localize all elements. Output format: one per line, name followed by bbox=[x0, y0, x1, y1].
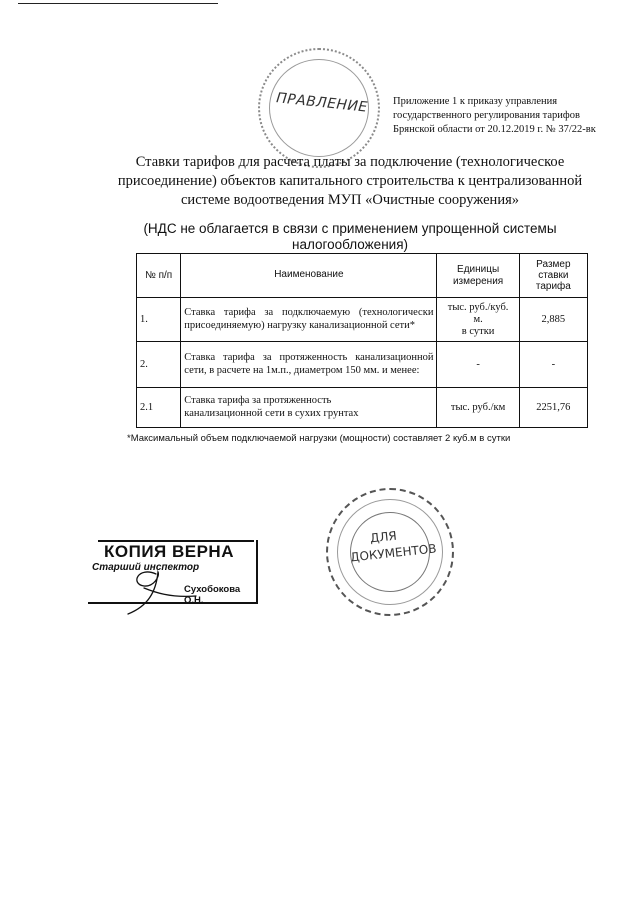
vat-note-line: (НДС не облагается в связи с применением упрощенной системы bbox=[143, 221, 557, 236]
office-seal-bottom-text: ДОКУМЕНТОВ bbox=[349, 541, 438, 565]
document-title-line: Ставки тарифов для расчета платы за подключение (технологическое bbox=[135, 154, 565, 170]
row-unit-line: в сутки bbox=[461, 325, 495, 337]
footnote: *Максимальный объем подключаемой нагрузки (мощности) составляет 2 куб.м в сутки bbox=[127, 433, 511, 444]
office-seal-top bbox=[258, 48, 380, 168]
copy-stamp-title: КОПИЯ ВЕРНА bbox=[104, 542, 234, 561]
table-row bbox=[137, 298, 588, 342]
office-seal-bottom-text: ДЛЯ bbox=[369, 528, 398, 546]
row-name-line: Ставка тарифа за протяженность bbox=[184, 395, 332, 406]
header-rate bbox=[519, 254, 587, 298]
appendix-line: Приложение 1 к приказу управления bbox=[393, 96, 558, 107]
row-unit-line: м. bbox=[473, 313, 483, 325]
handwritten-signature-icon bbox=[108, 562, 198, 617]
row-unit: тыс. руб./км bbox=[437, 388, 519, 428]
row-unit-line: тыс. руб./куб. bbox=[447, 301, 509, 313]
document-title bbox=[100, 153, 600, 210]
row-num: 2.1 bbox=[137, 388, 181, 428]
table-header-row bbox=[137, 254, 588, 298]
header-unit-line: Единицы bbox=[457, 263, 500, 275]
row-unit bbox=[437, 298, 519, 342]
row-name bbox=[181, 388, 437, 428]
header-rate-line: тарифа bbox=[535, 281, 571, 292]
row-rate: 2,885 bbox=[519, 298, 587, 342]
office-seal-bottom bbox=[326, 488, 454, 616]
office-seal-top-text: ПРАВЛЕНИЕ bbox=[275, 90, 369, 116]
copy-stamp-name: Сухобокова О.Н. bbox=[184, 584, 241, 606]
header-unit bbox=[437, 254, 519, 298]
row-name: Ставка тарифа за подключаемую (технологически присоединяемую) нагрузку канализационной сети* bbox=[181, 298, 437, 342]
document-title-line: системе водоотведения МУП «Очистные сооружения» bbox=[181, 192, 519, 208]
header-rate-line: ставки bbox=[538, 270, 569, 281]
vat-note bbox=[120, 221, 580, 253]
row-num: 1. bbox=[137, 298, 181, 342]
row-name: Ставка тарифа за протяженность канализационной сети, в расчете на 1м.п., диаметром 150 мм. и менее: bbox=[181, 342, 437, 388]
appendix-line: Брянской области от 20.12.2019 г. № 37/22-вк bbox=[393, 124, 596, 135]
document-title-line: присоединение) объектов капитального строительства к централизованной bbox=[117, 173, 583, 189]
appendix-line: государственного регулирования тарифов bbox=[393, 110, 580, 121]
table-row bbox=[137, 388, 588, 428]
appendix-note bbox=[393, 95, 633, 137]
table-row bbox=[137, 342, 588, 388]
header-name: Наименование bbox=[181, 254, 437, 298]
tariff-rates-table bbox=[136, 253, 588, 428]
row-rate: 2251,76 bbox=[519, 388, 587, 428]
row-num: 2. bbox=[137, 342, 181, 388]
header-rate-line: Размер bbox=[536, 259, 571, 270]
top-rule bbox=[18, 3, 218, 4]
row-unit: - bbox=[437, 342, 519, 388]
header-unit-line: измерения bbox=[452, 275, 504, 287]
vat-note-line: налогообложения) bbox=[292, 237, 408, 252]
copy-stamp-role: Старший инспектор bbox=[92, 562, 200, 573]
header-num: № п/п bbox=[137, 254, 181, 298]
row-name-line: канализационной сети в сухих грунтах bbox=[184, 407, 359, 419]
row-rate: - bbox=[519, 342, 587, 388]
